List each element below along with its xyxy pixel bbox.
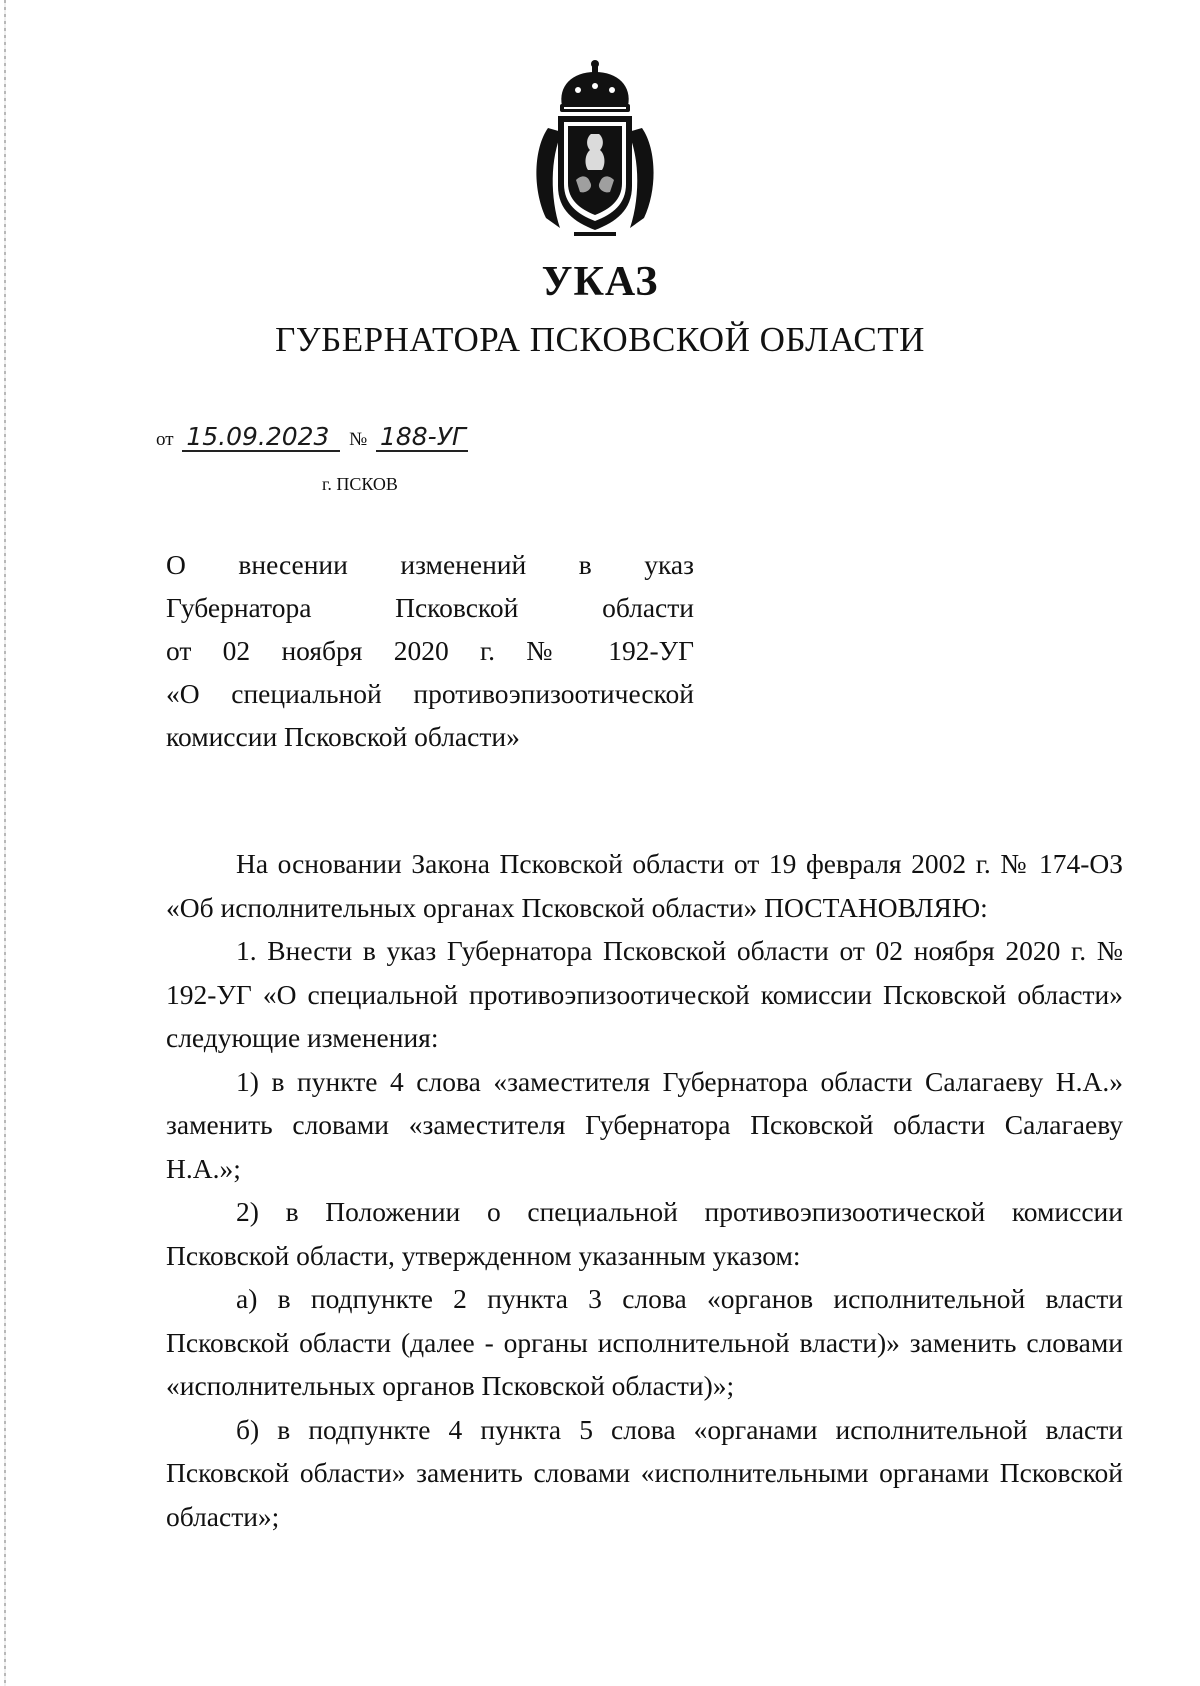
document-issuer: ГУБЕРНАТОРА ПСКОВСКОЙ ОБЛАСТИ (275, 320, 925, 359)
scan-edge-artifact (4, 0, 6, 1686)
city-label: г. ПСКОВ (322, 474, 398, 494)
body-paragraph-subitem-2: 2) в Положении о специальной противоэпизоотической комиссии Псковской области, утвержденном указанным указом: (166, 1196, 1123, 1271)
body-paragraph-item-1: 1. Внести в указ Губернатора Псковской области от 02 ноября 2020 г. № 192-УГ «О специальной противоэпизоотической комиссии Псковской области» следующие изменения: (166, 935, 1123, 1053)
coat-of-arms-icon (528, 58, 662, 240)
subject-line: О внесении изменений в указ (166, 549, 694, 580)
registration-line (156, 424, 472, 452)
subject-line: комиссии Псковской области» (166, 721, 520, 752)
body-paragraph-subitem-a: а) в подпункте 2 пункта 3 слова «органов исполнительной власти Псковской области (далее - органы исполнительной власти)» заменить словами «исполнительных органов Псковской области)»; (166, 1283, 1123, 1401)
subject-line: «О специальной противоэпизоотической (166, 678, 694, 709)
document-body (166, 842, 1123, 1538)
body-paragraph-subitem-b: б) в подпункте 4 пункта 5 слова «органами исполнительной власти Псковской области» заменить словами «исполнительными органами Псковской области»; (166, 1413, 1123, 1532)
document-title: УКАЗ (541, 259, 659, 305)
number-label: № (349, 429, 368, 450)
document-subject (166, 543, 694, 758)
body-paragraph-preamble: На основании Закона Псковской области от 19 февраля 2002 г. № 174-ОЗ «Об исполнительных органах Псковской области» ПОСТАНОВЛЯЮ: (166, 848, 1123, 923)
handwritten-date: 15.09.2023 (182, 424, 340, 452)
body-paragraph-subitem-1: 1) в пункте 4 слова «заместителя Губернатора области Салагаеву Н.А.» заменить словами «заместителя Губернатора Псковской области Салагаеву Н.А.»; (166, 1065, 1123, 1184)
subject-line: Губернатора Псковской области (166, 592, 694, 623)
handwritten-number: 188-УГ (376, 424, 468, 452)
date-label: от (156, 429, 174, 450)
subject-line: от 02 ноября 2020 г. № 192-УГ (166, 635, 694, 666)
